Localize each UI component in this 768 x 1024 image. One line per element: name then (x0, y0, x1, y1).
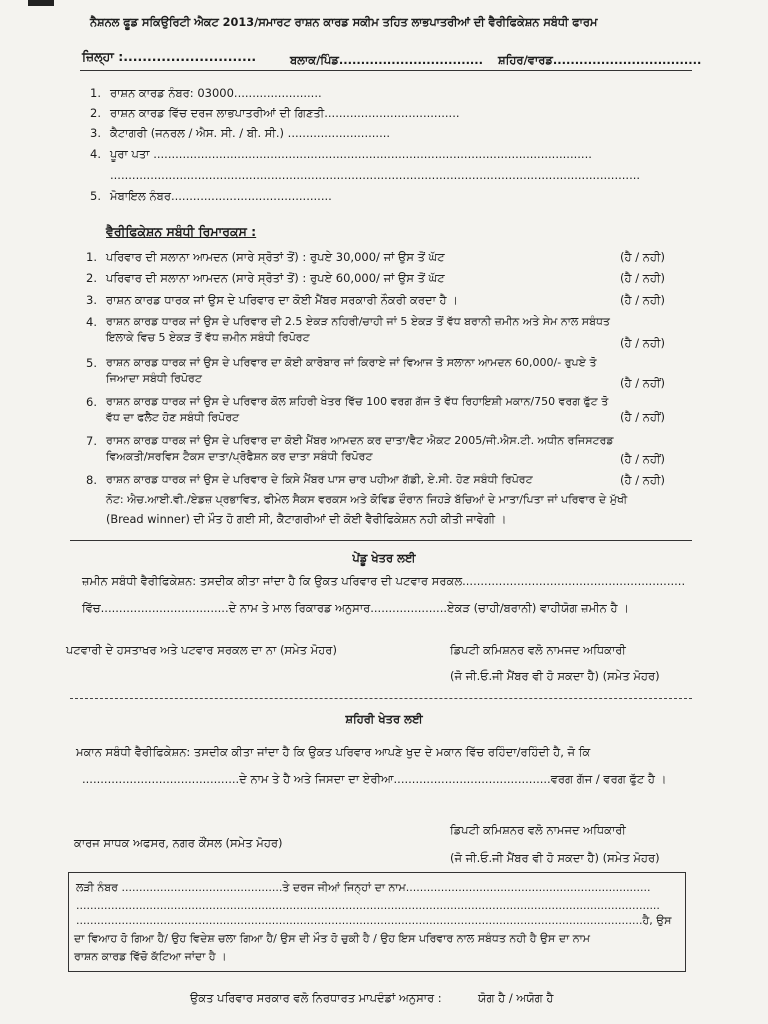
eligibility-label: ਉਕਤ ਪਰਿਵਾਰ ਸਰਕਾਰ ਵਲੋ ਨਿਰਧਾਰਤ ਮਾਪਦੰਡਾਂ ਅਨੁਸਾਰ : (190, 991, 442, 1005)
remark-num: 5. (86, 356, 97, 370)
remark-num: 4. (86, 315, 97, 329)
remark-urban-house: ਰਾਸ਼ਨ ਕਾਰਡ ਧਾਰਕ ਜਾਂ ਉਸ ਦੇ ਪਰਿਵਾਰ ਕੋਲ ਸ਼ਹਿਰੀ ਖੇਤਰ ਵਿੱਚ 100 ਵਰਗ ਗੱਜ ਤੋ ਵੱਧ ਰਿਹਾਇਸ਼ੀ ਮਕਾਨ/750 ਵਰਗ ਫੁੱਟ ਤੋ (106, 395, 609, 408)
remark-yes-no: (ਹੈ / ਨਹੀ) (620, 250, 665, 264)
remark-yes-no: (ਹੈ / ਨਹੀਂ) (620, 376, 665, 390)
urban-gog-note: (ਜੋ ਜੀ.ਓ.ਜੀ ਮੈਂਬਰ ਵੀ ਹੋ ਸਕਦਾ ਹੈ) (ਸਮੇਤ ਮੋਹਰ) (450, 851, 660, 865)
remark-business-income-line2: ਜਿਆਦਾ ਸਬੰਧੀ ਰਿਪੋਰਟ (106, 372, 202, 385)
box-dotted-line-end: ..................................................................................................................................................................ਹੈ, ਉਸ (76, 914, 672, 927)
section-rule (70, 540, 692, 541)
detail-num: 5. (90, 189, 101, 203)
section-dashed-rule (70, 698, 692, 699)
header-rule (80, 70, 692, 71)
category-field: ਕੈਟਾਗਰੀ (ਜਨਰਲ / ਐਸ. ਸੀ. / ਬੀ. ਸੀ.) ............................ (110, 126, 391, 140)
remark-income-60000: ਪਰਿਵਾਰ ਦੀ ਸਲਾਨਾ ਆਮਦਨ (ਸਾਰੇ ਸ੍ਰੋਤਾਂ ਤੋਂ) : ਰੁਪਏ 60,000/ ਜਾਂ ਉਸ ਤੋਂ ਘੱਟ (106, 271, 445, 285)
full-address-continued: ................................................................................................................................................. (110, 168, 641, 182)
scan-mark (28, 0, 54, 6)
remark-land-line2: ਇਲਾਕੇ ਵਿਚ 5 ਏਕੜ ਤੋਂ ਵੱਧ ਜ਼ਮੀਨ ਸਬੰਧੀ ਰਿਪੋਰਟ (106, 331, 310, 344)
remark-land: ਰਾਸ਼ਨ ਕਾਰਡ ਧਾਰਕ ਜਾਂ ਉਸ ਦੇ ਪਰਿਵਾਰ ਦੀ 2.5 ਏਕੜ ਨਹਿਰੀ/ਚਾਹੀ ਜਾਂ 5 ਏਕੜ ਤੋਂ ਵੱਧ ਬਰਾਨੀ ਜ਼ਮੀਨ ਅਤੇ ਸੇਮ ਨਾਲ ਸਬੰਧਤ (106, 315, 610, 328)
remark-num: 7. (86, 434, 97, 448)
remark-urban-house-line2: ਵੱਧ ਦਾ ਫਲੈਟ ਹੋਣ ਸਬੰਧੀ ਰਿਪੋਰਟ (106, 411, 240, 424)
city-ward-field: ਸ਼ਹਿਰ/ਵਾਰਡ.................................. (498, 53, 702, 67)
box-serial-line: ਲੜੀ ਨੰਬਰ ..............................................ਤੇ ਦਰਜ ਜੀਆਂ ਜਿਨ੍ਹਾਂ ਦਾ ਨਾਮ...................................................................... (76, 881, 651, 894)
remark-yes-no: (ਹੈ / ਨਹੀ) (620, 473, 665, 487)
urban-house-verification: ਮਕਾਨ ਸਬੰਧੀ ਵੈਰੀਫਿਕੇਸ਼ਨ: ਤਸਦੀਕ ਕੀਤਾ ਜਾਂਦਾ ਹੈ ਕਿ ਉਕਤ ਪਰਿਵਾਰ ਆਪਣੇ ਖੁਦ ਦੇ ਮਕਾਨ ਵਿੱਚ ਰਹਿੰਦਾ/ਰਹਿੰਦੀ ਹੈ, ਜੋ ਕਿ (76, 745, 591, 759)
full-address: ਪੂਰਾ ਪਤਾ ........................................................................................................................ (110, 147, 592, 161)
remark-num: 1. (86, 250, 97, 264)
urban-house-details: ...........................................ਦੇ ਨਾਮ ਤੇ ਹੈ ਅਤੇ ਜਿਸਦਾ ਦਾ ਏਰੀਆ...........................................ਵਰਗ ਗੱਜ / ਵਰਗ ਫੁੱਟ ਹੈ । (82, 772, 667, 786)
remark-taxpayer: ਰਾਸਨ ਕਾਰਡ ਧਾਰਕ ਜਾਂ ਉਸ ਦੇ ਪਰਿਵਾਰ ਦਾ ਕੋਈ ਮੈਂਬਰ ਆਮਦਨ ਕਰ ਦਾਤਾ/ਵੈਟ ਐਕਟ 2005/ਜੀ.ਐਸ.ਟੀ. ਅਧੀਨ ਰਜਿਸਟਰਡ (106, 434, 614, 447)
ration-card-number: ਰਾਸ਼ਨ ਕਾਰਡ ਨੰਬਰ: 03000........................ (110, 86, 322, 100)
detail-num: 3. (90, 126, 101, 140)
patwari-signature-label: ਪਟਵਾਰੀ ਦੇ ਹਸਤਾਖਰ ਅਤੇ ਪਟਵਾਰ ਸਰਕਲ ਦਾ ਨਾ (ਸਮੇਤ ਮੋਹਰ) (66, 643, 337, 657)
remark-four-wheeler: ਰਾਸ਼ਨ ਕਾਰਡ ਧਾਰਕ ਜਾਂ ਉਸ ਦੇ ਪਰਿਵਾਰ ਦੇ ਕਿਸੇ ਮੈਂਬਰ ਪਾਸ ਚਾਰ ਪਹੀਆ ਗੱਡੀ, ਏ.ਸੀ. ਹੋਣ ਸਬੰਧੀ ਰਿਪੋਰਟ (106, 473, 533, 486)
remark-business-income: ਰਾਸ਼ਨ ਕਾਰਡ ਧਾਰਕ ਜਾਂ ਉਸ ਦੇ ਪਰਿਵਾਰ ਦਾ ਕੋਈ ਕਾਰੋਬਾਰ ਜਾਂ ਕਿਰਾਏ ਜਾਂ ਵਿਆਜ ਤੋ ਸਲਾਨਾ ਆਮਦਨ 60,000/- ਰੁਪਏ ਤੋ (106, 356, 597, 369)
remarks-note: ਨੋਟ: ਐਚ.ਆਈ.ਵੀ./ਏਡਜ਼ ਪ੍ਰਭਾਵਿਤ, ਫੀਮੇਲ ਸੈਕਸ ਵਰਕਸ ਅਤੇ ਕੋਵਿਡ ਦੌਰਾਨ ਜਿਹੜੇ ਬੱਚਿਆਂ ਦੇ ਮਾਤਾ/ਪਿਤਾ ਜਾਂ ਪਰਿਵਾਰ ਦੇ ਮੁੱਖੀ (106, 493, 628, 506)
remark-num: 6. (86, 395, 97, 409)
form-title: ਨੈਸ਼ਨਲ ਫੂਡ ਸਕਿਉਰਿਟੀ ਐਕਟ 2013/ਸਮਾਰਟ ਰਾਸ਼ਨ ਕਾਰਡ ਸਕੀਮ ਤਹਿਤ ਲਾਭਪਾਤਰੀਆਂ ਦੀ ਵੈਰੀਫਿਕੇਸ਼ਨ ਸਬੰਧੀ ਫਾਰਮ (90, 16, 598, 29)
remark-num: 2. (86, 271, 97, 285)
urban-heading-text: ਸ਼ਹਿਰੀ ਖੇਤਰ ਲਈ (345, 712, 423, 726)
urban-heading (0, 712, 768, 726)
remark-govt-job: ਰਾਸ਼ਨ ਕਾਰਡ ਧਾਰਕ ਜਾਂ ਉਸ ਦੇ ਪਰਿਵਾਰ ਦਾ ਕੋਈ ਮੈਂਬਰ ਸਰਕਾਰੀ ਨੌਕਰੀ ਕਰਦਾ ਹੈ । (106, 293, 459, 307)
remark-num: 8. (86, 473, 97, 487)
eo-signature-label: ਕਾਰਜ ਸਾਧਕ ਅਫਸਰ, ਨਗਰ ਕੌਂਸਲ (ਸਮੇਤ ਮੋਹਰ) (74, 836, 283, 850)
remark-yes-no: (ਹੈ / ਨਹੀ) (620, 293, 665, 307)
eligibility-options: ਯੋਗ ਹੈ / ਅਯੋਗ ਹੈ (478, 991, 554, 1005)
remark-num: 3. (86, 293, 97, 307)
remarks-note-line2: (Bread winner) ਦੀ ਮੌਤ ਹੋ ਗਈ ਸੀ, ਕੈਟਾਗਰੀਆਂ ਦੀ ਕੋਈ ਵੈਰੀਫਿਕੇਸ਼ਨ ਨਹੀ ਕੀਤੀ ਜਾਵੇਗੀ । (106, 513, 507, 526)
remark-taxpayer-line2: ਵਿਅਕਤੀ/ਸਰਵਿਸ ਟੈਕਸ ਦਾਤਾ/ਪ੍ਰੋਫੈਸ਼ਨ ਕਰ ਦਾਤਾ ਸਬੰਧੀ ਰਿਪੋਰਟ (106, 450, 373, 463)
rural-land-verification: ਜ਼ਮੀਨ ਸਬੰਧੀ ਵੈਰੀਫਿਕੇਸ਼ਨ: ਤਸਦੀਕ ਕੀਤਾ ਜਾਂਦਾ ਹੈ ਕਿ ਉਕਤ ਪਰਿਵਾਰ ਦੀ ਪਟਵਾਰ ਸਰਕਲ............................................................. (82, 574, 686, 588)
remark-yes-no: (ਹੈ / ਨਹੀਂ) (620, 452, 665, 466)
rural-dc-officer-label: ਡਿਪਟੀ ਕਮਿਸ਼ਨਰ ਵਲੋ ਨਾਮਜਦ ਅਧਿਕਾਰੀ (450, 643, 626, 657)
rural-gog-note: (ਜੋ ਜੀ.ਓ.ਜੀ ਮੈਂਬਰ ਵੀ ਹੋ ਸਕਦਾ ਹੈ) (ਸਮੇਤ ਮੋਹਰ) (450, 669, 660, 683)
detail-num: 1. (90, 86, 101, 100)
remark-yes-no: (ਹੈ / ਨਹੀ) (620, 336, 665, 350)
rural-land-details: ਵਿੱਚ...................................ਦੇ ਨਾਮ ਤੇ ਮਾਲ ਰਿਕਾਰਡ ਅਨੁਸਾਰ.....................ਏਕੜ (ਚਾਹੀ/ਬਰਾਨੀ) ਵਾਹੀਯੋਗ ਜ਼ਮੀਨ ਹੈ । (82, 601, 629, 615)
mobile-number: ਮੋਬਾਇਲ ਨੰਬਰ............................................ (110, 189, 332, 203)
remark-yes-no: (ਹੈ / ਨਹੀਂ) (620, 410, 665, 424)
box-reason-line: ਦਾ ਵਿਆਹ ਹੋ ਗਿਆ ਹੈ/ ਉਹ ਵਿਦੇਸ਼ ਚਲਾ ਗਿਆ ਹੈ/ ਉਸ ਦੀ ਮੌਤ ਹੋ ਚੁਕੀ ਹੈ / ਉਹ ਇਸ ਪਰਿਵਾਰ ਨਾਲ ਸਬੰਧਤ ਨਹੀ ਹੈ ਉਸ ਦਾ ਨਾਮ (74, 932, 591, 945)
block-village-field: ਬਲਾਕ/ਪਿੰਡ................................. (290, 53, 484, 67)
remark-yes-no: (ਹੈ / ਨਹੀ) (620, 271, 665, 285)
remark-income-30000: ਪਰਿਵਾਰ ਦੀ ਸਲਾਨਾ ਆਮਦਨ (ਸਾਰੇ ਸ੍ਰੋਤਾਂ ਤੋਂ) : ਰੁਪਏ 30,000/ ਜਾਂ ਉਸ ਤੋਂ ਘੱਟ (106, 250, 445, 264)
rural-heading (0, 551, 768, 565)
beneficiary-count: ਰਾਸ਼ਨ ਕਾਰਡ ਵਿੱਚ ਦਰਜ ਲਾਭਪਾਤਰੀਆਂ ਦੀ ਗਿਣਤੀ..................................... (110, 106, 460, 120)
box-removal-line: ਰਾਸ਼ਨ ਕਾਰਡ ਵਿੱਚੋ ਕੱਟਿਆ ਜਾਂਦਾ ਹੈ । (74, 950, 227, 963)
remarks-heading: ਵੈਰੀਫਿਕੇਸ਼ਨ ਸਬੰਧੀ ਰਿਮਾਰਕਸ : (106, 224, 257, 239)
box-dotted-line: ....................................................................................................................................................................... (76, 899, 660, 912)
detail-num: 2. (90, 106, 101, 120)
rural-heading-text: ਪੇਂਡੂ ਖੇਤਰ ਲਈ (352, 551, 416, 565)
detail-num: 4. (90, 147, 101, 161)
urban-dc-officer-label: ਡਿਪਟੀ ਕਮਿਸ਼ਨਰ ਵਲੋ ਨਾਮਜਦ ਅਧਿਕਾਰੀ (450, 823, 626, 837)
district-field: ਜ਼ਿਲ੍ਹਾ :............................ (82, 49, 257, 64)
